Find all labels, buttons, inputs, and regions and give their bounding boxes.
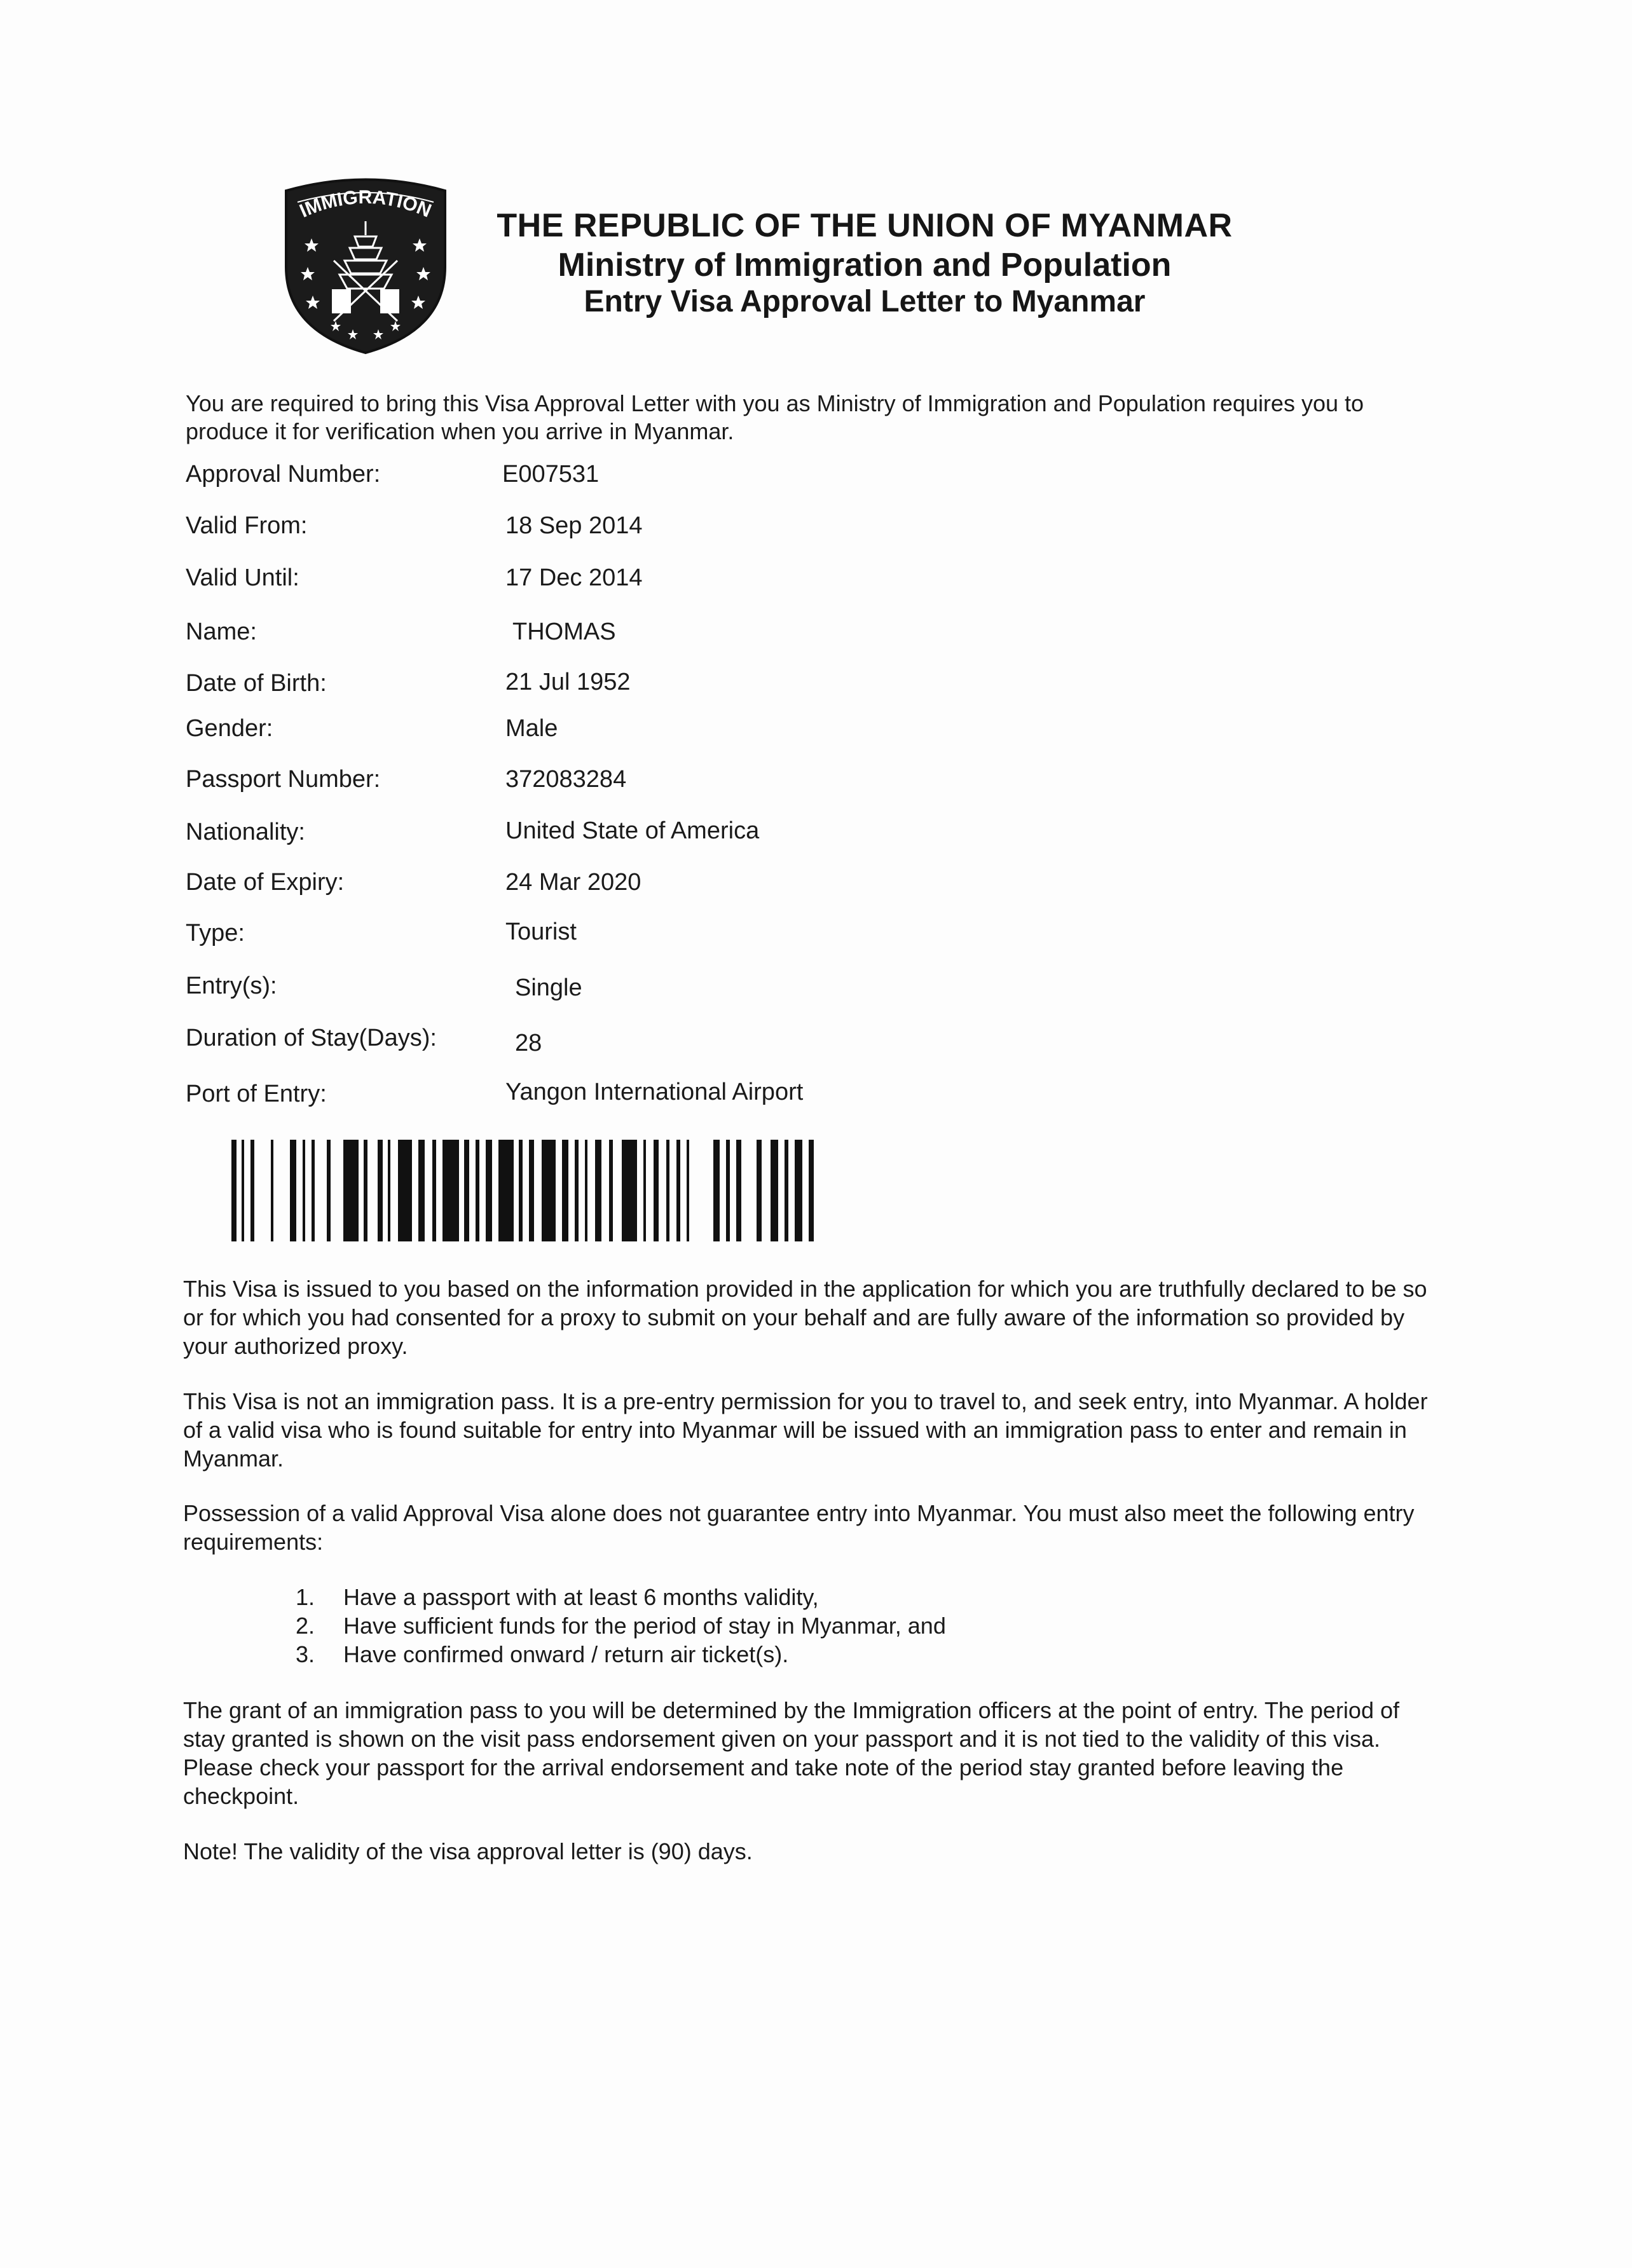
list-item [267,1611,1284,1640]
field-value-passport-number: 372083284 [505,766,627,793]
not-immigration-pass-paragraph: This Visa is not an immigration pass. It is a pre-entry permission for you to travel to, and seek entry, into Myanmar. A holder of a valid visa who is found suitable for entry into Myanmar will be issued with an immigration pass to enter and remain in Myanmar. [183,1388,1428,1472]
field-label-passport-number: Passport Number: [186,766,381,793]
field-label-valid-until: Valid Until: [186,564,299,591]
field-value-valid-until: 17 Dec 2014 [505,564,643,591]
list-item-text: Have confirmed onward / return air ticket(s). [343,1641,789,1667]
list-item-number: 2. [295,1613,315,1639]
intro-paragraph: You are required to bring this Visa Approval Letter with you as Ministry of Immigration and Population requires you to produce it for verification when you arrive in Myanmar. [186,390,1364,444]
issuance-terms-paragraph: This Visa is issued to you based on the information provided in the application for which you are truthfully declared to be so or for which you had consented for a proxy to submit on your behalf and are fully aware of the information so provided by your authorized proxy. [183,1276,1427,1359]
field-label-duration-of-stay: Duration of Stay(Days): [186,1025,437,1051]
field-value-type: Tourist [505,919,577,945]
field-value-approval-number: E007531 [502,461,600,488]
field-value-entries: Single [515,974,582,1001]
field-value-date-of-birth: 21 Jul 1952 [505,669,631,695]
field-label-name: Name: [186,618,257,645]
approval-barcode [231,1140,823,1241]
field-value-port-of-entry: Yangon International Airport [505,1079,804,1105]
entry-requirements-intro: Possession of a valid Approval Visa alone does not guarantee entry into Myanmar. You must also meet the following entry requirements: [183,1500,1415,1555]
field-value-date-of-expiry: 24 Mar 2020 [505,869,641,896]
list-item-number: 1. [295,1584,315,1610]
field-value-nationality: United State of America [505,817,760,844]
field-value-duration-of-stay: 28 [515,1030,542,1056]
field-label-nationality: Nationality: [186,819,305,845]
list-item [267,1640,1284,1669]
list-item-text: Have a passport with at least 6 months validity, [343,1584,819,1610]
list-item [267,1583,1284,1611]
field-label-type: Type: [186,920,245,946]
field-value-gender: Male [505,715,558,742]
field-label-valid-from: Valid From: [186,512,308,539]
field-label-date-of-expiry: Date of Expiry: [186,869,345,896]
field-label-port-of-entry: Port of Entry: [186,1081,327,1107]
entry-requirements-list [267,1583,1284,1669]
ministry-heading: Ministry of Immigration and Population [558,247,1172,284]
field-label-approval-number: Approval Number: [186,461,381,488]
country-heading: THE REPUBLIC OF THE UNION OF MYANMAR [497,207,1233,244]
field-value-name: THOMAS [512,618,616,645]
emblem-text: IMMIGRATION [296,186,435,222]
document-title: Entry Visa Approval Letter to Myanmar [584,285,1146,318]
list-item-text: Have sufficient funds for the period of stay in Myanmar, and [343,1613,946,1639]
immigration-pass-grant-paragraph: The grant of an immigration pass to you will be determined by the Immigration officers at the point of entry. The period of stay granted is shown on the visit pass endorsement given on your passport and it is not tied to the validity of this visa. Please check your passport for the arrival endorsement and take note of the period stay granted before leaving the checkpoint. [183,1697,1399,1809]
field-label-gender: Gender: [186,715,273,742]
field-label-entries: Entry(s): [186,973,277,999]
field-value-valid-from: 18 Sep 2014 [505,512,643,539]
validity-note: Note! The validity of the visa approval letter is (90) days. [183,1838,753,1864]
field-label-date-of-birth: Date of Birth: [186,670,327,697]
list-item-number: 3. [295,1641,315,1667]
